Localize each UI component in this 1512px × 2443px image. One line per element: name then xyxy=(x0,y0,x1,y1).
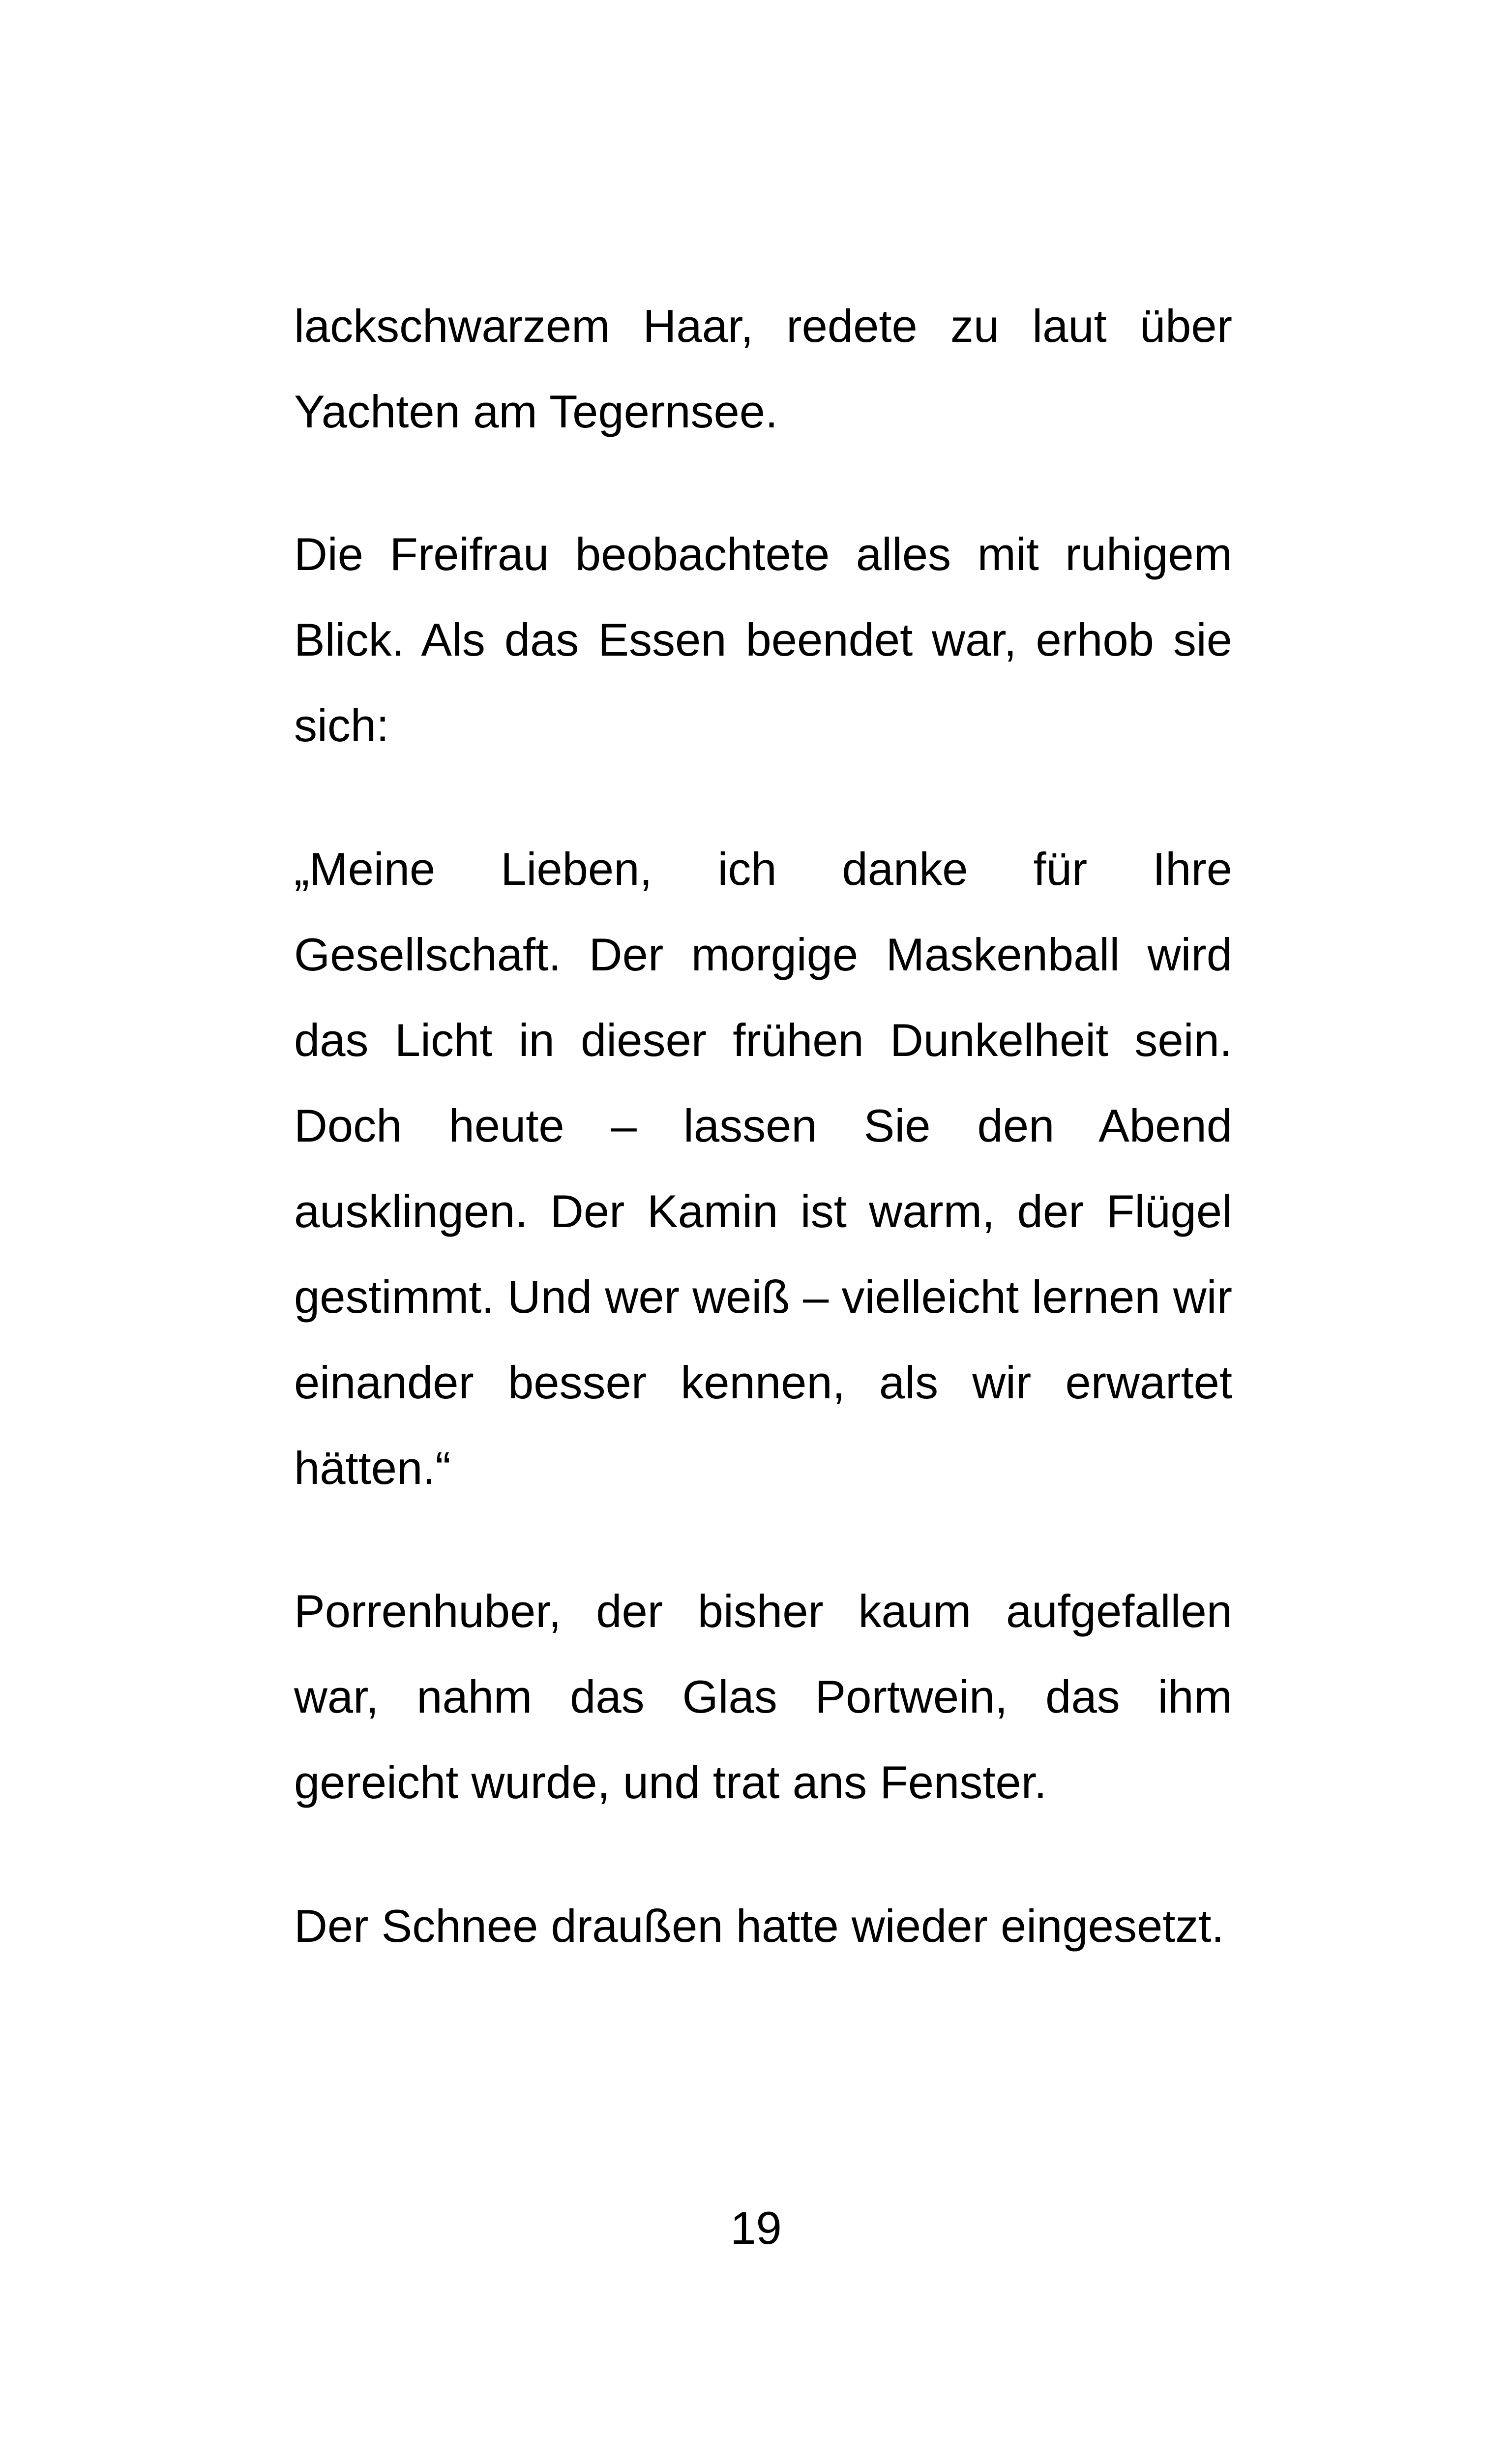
paragraph-5: Der Schnee draußen hatte wieder eingesetzt. xyxy=(294,1900,1224,1952)
page-number: 19 xyxy=(730,2202,782,2254)
paragraph-2: Die Freifrau beobachtete alles mit ruhigem Blick. Als das Essen beendet war, erhob sie sich: xyxy=(294,528,1232,751)
paragraph-3: „Meine Lieben, ich danke für Ihre Gesellschaft. Der morgige Maskenball wird das Licht in dieser frühen Dunkelheit sein. Doch heute – lassen Sie den Abend ausklingen. Der Kamin ist warm, der Flügel gestimmt. Und wer weiß – vielleicht lernen wir einander besser kennen, als wir erwartet hätten.“ xyxy=(294,843,1232,1494)
body-text xyxy=(294,283,1232,1969)
paragraph-4: Porrenhuber, der bisher kaum aufgefallen war, nahm das Glas Portwein, das ihm gereicht wurde, und trat ans Fenster. xyxy=(294,1585,1232,1808)
paragraph-1: lackschwarzem Haar, redete zu laut über Yachten am Tegernsee. xyxy=(294,300,1232,437)
